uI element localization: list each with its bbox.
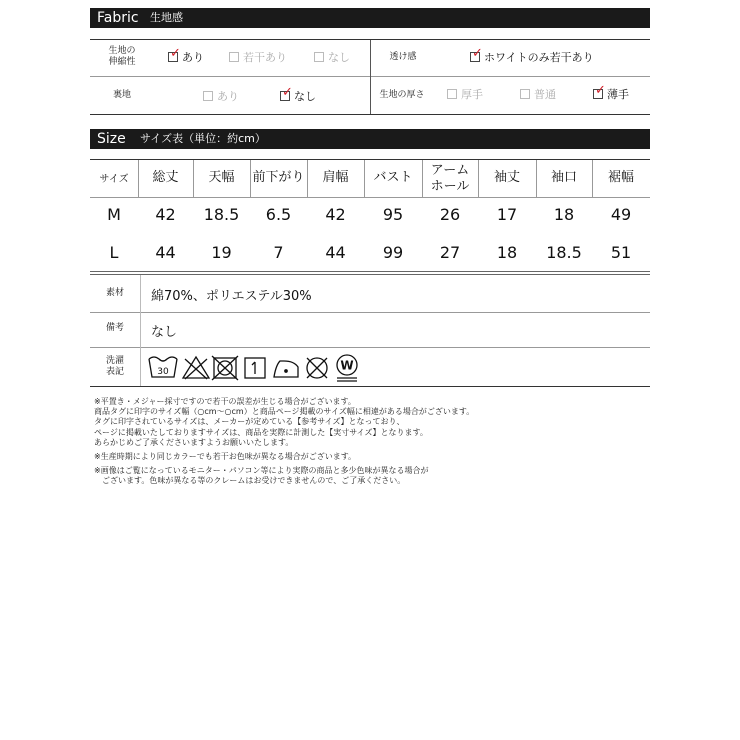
- details-divider: [140, 275, 141, 386]
- size-column-header: バスト: [373, 170, 413, 185]
- thickness-option-thick: 厚手: [447, 88, 483, 102]
- care-rule: [90, 386, 650, 387]
- size-column-header: 裾幅: [607, 170, 634, 185]
- size-subtitle: サイズ表（単位：約cm）: [140, 132, 266, 145]
- material-label: 素材: [105, 288, 124, 298]
- checkbox-icon: [314, 52, 324, 62]
- remarks-value: なし: [151, 325, 178, 340]
- size-column-header: 天幅: [208, 170, 235, 185]
- checkbox-icon: [470, 52, 480, 62]
- stretch-option-yes: ✓ あり: [168, 51, 204, 65]
- size-cell: 18: [496, 243, 518, 262]
- checkbox-icon: [203, 91, 213, 101]
- care-symbols: [148, 353, 363, 383]
- size-cell: 95: [382, 205, 404, 224]
- size-column-header: アーム ホール: [430, 163, 470, 194]
- transparency-label: 透け感: [389, 52, 417, 62]
- size-column-divider: [592, 160, 593, 197]
- size-column-divider: [422, 160, 423, 197]
- lining-option-none: ✓ なし: [280, 90, 316, 104]
- no-bleach-icon: [183, 357, 209, 379]
- size-column-divider: [250, 160, 251, 197]
- iron-low-icon: [274, 361, 298, 377]
- size-column-header: 前下がり: [252, 170, 305, 185]
- size-top-rule: [90, 159, 650, 160]
- size-cell: 27: [439, 243, 461, 262]
- note-line: ※画像はご覧になっているモニター・パソコン等により実際の商品と多少色味が異なる場合が: [94, 466, 429, 476]
- size-cell: 44: [155, 243, 176, 262]
- size-cell: 44: [325, 243, 346, 262]
- size-column-header: 総丈: [152, 170, 179, 185]
- note-line: ※平置き・メジャー採寸ですので若干の誤差が生じる場合がございます。: [94, 397, 356, 406]
- size-cell: 49: [610, 205, 632, 224]
- size-cell: 6.5: [265, 205, 292, 224]
- size-cell: 51: [610, 243, 632, 262]
- size-header-rule: [90, 197, 650, 198]
- no-tumble-dry-icon: [212, 356, 238, 380]
- note-line: ※生産時期により同じカラーでも若干お色味が異なる場合がございます。: [94, 452, 357, 462]
- size-cell: 19: [211, 243, 232, 262]
- note-line: 商品タグに印字のサイズ幅（○cm〜○cm）と商品ページ掲載のサイズ幅に相違がある場合がございます。: [94, 407, 475, 417]
- svg-text:W: W: [340, 358, 354, 373]
- remarks-rule: [90, 347, 650, 348]
- thickness-option-thin: ✓ 薄手: [593, 88, 629, 102]
- wet-clean-w-icon: [337, 355, 357, 381]
- notes-block: [94, 397, 474, 487]
- wash-30-icon: [149, 357, 177, 377]
- size-cell: 26: [439, 205, 461, 224]
- size-column-divider: [364, 160, 365, 197]
- lining-option-yes: あり: [203, 90, 239, 104]
- size-bottom-rule-1: [90, 271, 650, 272]
- checkbox-icon: [593, 89, 603, 99]
- size-column-divider: [138, 160, 139, 197]
- size-cell: 7: [273, 243, 284, 262]
- checkbox-icon: [447, 89, 457, 99]
- size-column-header: 肩幅: [322, 170, 349, 185]
- note-line: ございます。色味が異なる等のクレームはお受けできませんので、ご了承ください。: [94, 476, 406, 486]
- fabric-subtitle: 生地感: [150, 11, 183, 24]
- size-cell: 42: [155, 205, 176, 224]
- stretch-option-slight: 若干あり: [229, 51, 287, 65]
- size-column-header: サイズ: [99, 174, 129, 185]
- checkbox-icon: [168, 52, 178, 62]
- stretch-option-none: なし: [314, 51, 350, 65]
- size-column-divider: [307, 160, 308, 197]
- size-header-bar: [90, 129, 650, 149]
- care-label: 洗濯 表記: [105, 356, 124, 377]
- size-column-divider: [478, 160, 479, 197]
- material-rule: [90, 312, 650, 313]
- size-cell: 42: [325, 205, 346, 224]
- stretch-label: 生地の 伸縮性: [108, 46, 136, 67]
- transparency-option-white: ✓ ホワイトのみ若干あり: [470, 51, 594, 65]
- checkbox-icon: [280, 91, 290, 101]
- size-bottom-rule-2: [90, 274, 650, 275]
- thickness-option-normal: 普通: [520, 88, 556, 102]
- size-title: Size: [97, 131, 126, 147]
- checkbox-icon: [229, 52, 239, 62]
- fabric-title: Fabric: [97, 10, 139, 26]
- size-cell: 18.5: [546, 243, 582, 262]
- size-column-divider: [536, 160, 537, 197]
- note-line: タグに印字されているサイズは、メーカーが定めている【参考サイズ】となっており、: [94, 417, 405, 427]
- size-cell: 18: [553, 205, 575, 224]
- size-row-label: M: [107, 205, 121, 224]
- line-dry-icon: [245, 358, 265, 378]
- thickness-label: 生地の厚さ: [379, 90, 425, 100]
- size-cell: 99: [382, 243, 404, 262]
- note-line: あらかじめご了承くださいますようお願いいたします。: [94, 437, 294, 447]
- remarks-label: 備考: [105, 323, 124, 333]
- checkbox-icon: [520, 89, 530, 99]
- size-column-header: 袖口: [550, 170, 577, 185]
- note-line: ページに掲載いたしておりますサイズは、商品を実際に計測した【実寸サイズ】となります。: [94, 427, 428, 437]
- lining-label: 裏地: [112, 90, 131, 100]
- fabric-bottom-rule: [90, 114, 650, 115]
- svg-text:30: 30: [157, 367, 169, 377]
- size-cell: 17: [496, 205, 518, 224]
- size-column-divider: [193, 160, 194, 197]
- material-value: 綿70%、ポリエステル30%: [151, 289, 312, 304]
- no-dry-clean-icon: [307, 358, 327, 378]
- size-cell: 18.5: [203, 205, 240, 224]
- size-row-label: L: [109, 243, 119, 262]
- fabric-divider: [370, 40, 371, 114]
- size-column-header: 袖丈: [493, 170, 520, 185]
- fabric-header-bar: [90, 8, 650, 28]
